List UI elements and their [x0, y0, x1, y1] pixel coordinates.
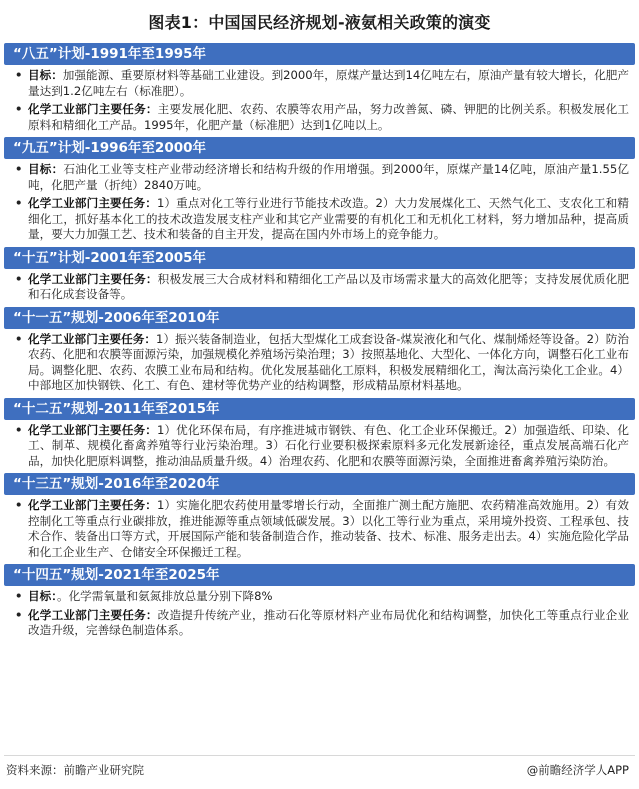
item-label: 目标： [28, 589, 57, 603]
item-label: 化学工业部门主要任务： [28, 196, 157, 210]
credit-note: @前瞻经济学人APP [526, 763, 629, 777]
item-label: 化学工业部门主要任务： [28, 271, 158, 286]
list-item [14, 423, 629, 470]
footer-divider [4, 755, 635, 756]
item-text: 1）实施化肥农药使用量零增长行动，全面推广测土配方施肥、农药精准高效施用。2）有效控制化工等重点行业碳排放，推进能源等重点领域低碳发展。3）以化工等行业为重点，采用境外投资、工程承包、技术合作、装备出口等方式，开展国际产能和装备制造合作，推动装备、技术、标准、服务走出去。4）实施危险化学品和化工企业生产、仓储安全环保搬迁工程。 [28, 498, 629, 559]
plan-items [0, 269, 639, 303]
list-item [14, 498, 629, 560]
list-item [14, 162, 629, 193]
policy-list [0, 43, 639, 643]
footer [6, 762, 629, 778]
plan-section [0, 398, 639, 470]
item-label: 化学工业部门主要任务： [28, 102, 158, 116]
bullet-icon: • [15, 102, 23, 116]
plan-items [0, 65, 639, 133]
list-item [14, 608, 629, 639]
plan-section [0, 307, 639, 394]
source-note: 资料来源：前瞻产业研究院 [6, 763, 144, 777]
plan-section [0, 564, 639, 639]
item-text: 石油化工业等支柱产业带动经济增长和结构升级的作用增强。到2000年，原煤产量14亿吨，原油产量1.55亿吨，化肥产量（折纯）2840万吨。 [28, 162, 629, 192]
list-item [14, 196, 629, 243]
bullet-icon: • [15, 331, 23, 346]
plan-section [0, 137, 639, 243]
list-item [14, 332, 629, 394]
item-label: 目标： [28, 68, 63, 82]
plan-heading: “十五”计划-2001年至2005年 [4, 247, 635, 269]
plan-heading: “十二五”规划-2011年至2015年 [4, 398, 635, 420]
item-text: 主要发展化肥、农药、农膜等农用产品，努力改善氮、磷、钾肥的比例关系。积极发展化工原料和精细化工产品。1995年，化肥产量（标准肥）达到1亿吨以上。 [28, 102, 629, 132]
plan-heading: “九五”计划-1996年至2000年 [4, 137, 635, 159]
item-text: 。化学需氧量和氨氮排放总量分别下降8% [56, 589, 273, 603]
bullet-icon: • [15, 422, 23, 437]
item-label: 化学工业部门主要任务： [28, 607, 158, 622]
plan-items [0, 586, 639, 639]
item-label: 化学工业部门主要任务： [28, 331, 157, 346]
bullet-icon: • [15, 607, 23, 622]
plan-items [0, 159, 639, 243]
plan-section [0, 43, 639, 133]
plan-heading: “十四五”规划-2021年至2025年 [4, 564, 635, 586]
list-item [14, 68, 629, 99]
item-text: 积极发展三大合成材料和精细化工产品以及市场需求量大的高效化肥等；支持发展优质化肥和石化成套设备等。 [28, 271, 629, 301]
figure-title: 图表1：中国国民经济规划-液氨相关政策的演变 [148, 13, 491, 32]
item-label: 目标： [28, 162, 64, 176]
plan-items [0, 329, 639, 394]
item-text: 改造提升传统产业，推动石化等原材料产业布局优化和结构调整，加快化工等重点行业企业改造升级，完善绿色制造体系。 [28, 607, 629, 637]
item-label: 化学工业部门主要任务： [28, 422, 157, 437]
item-text: 1）重点对化工等行业进行节能技术改造。2）大力发展煤化工、天然气化工、支农化工和精细化工，抓好基本化工的技术改造发展支柱产业和其它产业需要的有机化工和无机化工材料，努力增加品种，提高质量，要大力加强工艺、技术和装备的自主开发，提高在国内外市场上的竞争能力。 [28, 196, 629, 241]
plan-section [0, 247, 639, 303]
bullet-icon: • [15, 68, 23, 82]
bullet-icon: • [15, 498, 23, 512]
plan-heading: “十三五”规划-2016年至2020年 [4, 473, 635, 495]
bullet-icon: • [15, 589, 23, 603]
item-text: 加强能源、重要原材料等基础工业建设。到2000年，原煤产量达到14亿吨左右，原油产量有较大增长，化肥产量达到1.2亿吨左右（标准肥）。 [28, 68, 629, 98]
item-text: 1）振兴装备制造业，包括大型煤化工成套设备-煤炭液化和气化、煤制烯烃等设备。2）防治农药、化肥和农膜等面源污染，加强规模化养殖场污染治理；3）按照基地化、大型化、一体化方向，调整石化工业布局。调整化肥、农药、农膜工业布局和结构。优化发展基础化工原料，积极发展精细化工，淘汰高污染化工企业。4）中部地区加快钢铁、化工、有色、建材等优势产业的结构调整，形成精品原材料基地。 [28, 331, 629, 392]
plan-items [0, 495, 639, 560]
plan-heading: “十一五”规划-2006年至2010年 [4, 307, 635, 329]
item-text: 1）优化环保布局，有序推进城市钢铁、有色、化工企业环保搬迁。2）加强造纸、印染、化工、制革、规模化畜禽养殖等行业污染治理。3）石化行业要积极探索原料多元化发展新途径，重点发展高端石化产品，加快化肥原料调整，推动油品质量升级。4）治理农药、化肥和农膜等面源污染，全面推进畜禽养殖污染防治。 [28, 422, 629, 468]
bullet-icon: • [15, 162, 23, 176]
bullet-icon: • [15, 271, 23, 286]
list-item [14, 272, 629, 303]
plan-items [0, 420, 639, 470]
plan-section [0, 473, 639, 560]
list-item [14, 589, 629, 605]
bullet-icon: • [15, 196, 23, 210]
item-label: 化学工业部门主要任务： [28, 498, 157, 512]
plan-heading: “八五”计划-1991年至1995年 [4, 43, 635, 65]
list-item [14, 102, 629, 133]
